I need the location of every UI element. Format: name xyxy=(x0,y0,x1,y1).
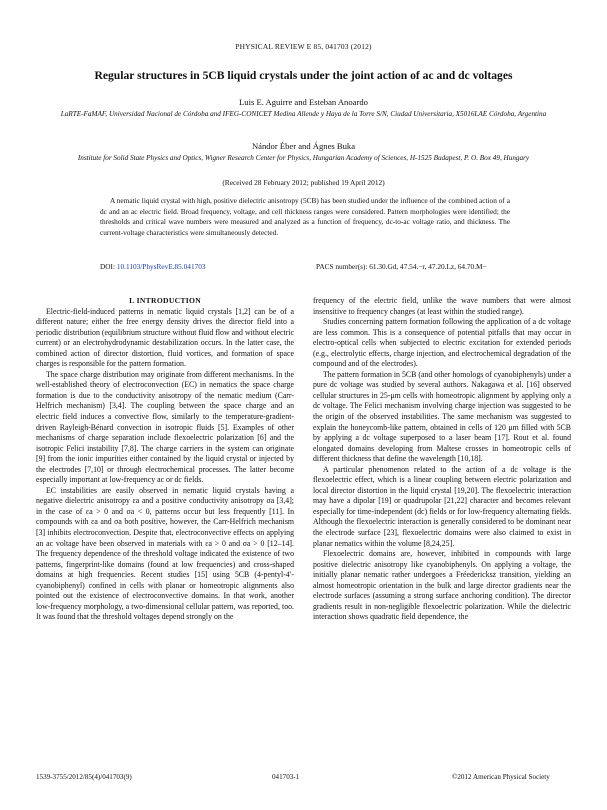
authors-group-2: Nándor Éber and Ágnes Buka xyxy=(251,141,356,151)
doi-label: DOI: xyxy=(100,262,115,271)
authors-group-1: Luis E. Aguirre and Esteban Anoardo xyxy=(239,97,368,107)
right-column xyxy=(313,296,571,623)
paragraph: A particular phenomenon related to the action of a dc voltage is the flexoelectric effect, which is a linear coupling between electric polarization and local director distortion in the liquid crystal [19,20]. The flexoelectric interaction may have a dipolar [19] or quadrupolar [21,22] character and becomes relevant especially for time-independent (dc) fields or for low-frequency alternating fields. Although the flexoelectric interaction is generally considered to be dominant near the electrode surface [23], flexoelectric domains were also claimed to exist in planar nematics within the volume [8,24,25]. xyxy=(313,464,571,548)
article-title: Regular structures in 5CB liquid crystals under the joint action of ac and dc voltages xyxy=(94,69,513,82)
doi-link[interactable]: 10.1103/PhysRevE.85.041703 xyxy=(116,262,206,271)
paragraph: The pattern formation in 5CB (and other homologs of cyanobiphenyls) under a pure dc voltage was studied by several authors. Nakagawa et al. [16] observed cellular structures in 25-μm cells with homeotropic alignment by applying only a dc voltage. The Felici mechanism involving charge injection was suggested to be the origin of the observed instabilities. The same mechanism was suggested to explain the honeycomb-like pattern, obtained in cells of 120 μm filled with 5CB by applying a dc voltage superposed to a laser beam [17]. Rout et al. found elongated domains developing from Maltese crosses in homeotropic cells of different thickness that define the wavelength [10,18]. xyxy=(313,369,571,464)
left-column xyxy=(36,296,294,623)
paragraph: frequency of the electric field, unlike the wave numbers that were almost insensitive to frequency changes (at least within the studied range). xyxy=(313,296,571,316)
affiliation-1: LaRTE-FaMAF, Universidad Nacional de Córdoba and IFEG-CONICET Medina Allende y Haya de la Torre S/N, Ciudad Universitaria, X5016LAE Córdoba, Argentina xyxy=(60,110,547,118)
affiliation-2: Institute for Solid State Physics and Optics, Wigner Research Center for Physics, Hungarian Academy of Sciences, H-1525 Budapest, P. O. Box 49, Hungary xyxy=(77,154,530,162)
footer-issn: 1539-3755/2012/85(4)/041703(9) xyxy=(36,773,132,781)
pacs-numbers: PACS number(s): 61.30.Gd, 47.54.−r, 47.20.Lz, 64.70.M− xyxy=(316,262,487,271)
footer-copyright: ©2012 American Physical Society xyxy=(452,773,550,781)
received-dates: (Received 28 February 2012; published 19 April 2012) xyxy=(222,178,385,187)
section-heading: I. INTRODUCTION xyxy=(128,296,201,305)
footer-page-number: 041703-1 xyxy=(272,773,300,781)
paragraph: Studies concerning pattern formation following the application of a dc voltage are less common. This is a consequence of potential pitfalls that may occur in electro-optical cells when subjected to electric excitation for extended periods (e.g., electrolytic effects, charge injection, and electrochemical degradation of the compound and of the electrodes). xyxy=(313,317,571,369)
paragraph: Flexoelectric domains are, however, inhibited in compounds with large positive dielectric anisotropy like cyanobiphenyls. On applying a voltage, the initially planar nematic rather undergoes a Fréedericksz transition, yielding an almost homeotropic orientation in the bulk and large director gradients near the electrode surfaces (assuming a strong surface anchoring condition). The director gradients result in non-negligible flexoelectric polarization. While the dielectric interaction shows quadratic field dependence, the xyxy=(313,549,571,622)
paragraph: EC instabilities are easily observed in nematic liquid crystals having a negative dielectric anisotropy εa and a positive conductivity anisotropy σa [3,4]; in the case of εa > 0 and σa < 0, patterns occur but less frequently [11]. In compounds with εa and σa both positive, however, the Carr-Helfrich mechanism [3] inhibits electroconvection. Despite that, electroconvective effects on applying an ac voltage have been observed in materials with εa > 0 and σa > 0 [12–14]. The frequency dependence of the threshold voltage indicated the existence of two patterns, fingerprint-like domains (found at low frequencies) and cross-shaped domains at high frequencies. Recent studies [15] using 5CB (4-pentyl-4′-cyanobiphenyl) confined in cells with planar or homeotropic alignments also pointed out the existence of electroconvective domains. In that work, another low-frequency morphology, a two-dimensional cellular pattern, was reported, too. It was found that the threshold voltages depend strongly on the xyxy=(36,485,294,622)
paragraph: Electric-field-induced patterns in nematic liquid crystals [1,2] can be of a different nature; either the free energy density drives the director field into a periodic distribution (equilibrium structure without fluid flow and without electric current) or an electrohydrodynamic destabilization occurs. In the latter case, the combined action of director distortion, fluid vortices, and formation of space charges is responsible for the pattern formation. xyxy=(36,306,294,369)
paragraph: The space charge distribution may originate from different mechanisms. In the well-established theory of electroconvection (EC) in nematics the space charge formation is due to the conductivity anisotropy of the nematic medium (Carr-Helfrich mechanism) [3,4]. The coupling between the space charge and an electric field induces a convective flow, similarly to the temperature-gradient-driven Rayleigh-Bénard convection in isotropic fluids [5]. Examples of other mechanisms of charge separation include flexoelectric polarization [6] and the isotropic Felici instability [7,8]. The charge carriers in the system can originate [9] from the ionic impurities either contained by the liquid crystal or injected by the electrodes [7,10] or through electrochemical processes. The latter become especially important at low-frequency ac or dc fields. xyxy=(36,369,294,485)
abstract: A nematic liquid crystal with high, positive dielectric anisotropy (5CB) has been studied under the influence of the combined action of a dc and an ac electric field. Broad frequency, voltage, and cell thickness ranges were considered. Pattern morphologies were identified; the thresholds and critical wave numbers were measured and analyzed as a function of frequency, dc-to-ac voltage ratio, and thickness. The current-voltage characteristics were simultaneously detected. xyxy=(100,196,510,237)
journal-header: PHYSICAL REVIEW E 85, 041703 (2012) xyxy=(235,42,372,51)
doi-line xyxy=(100,262,206,271)
